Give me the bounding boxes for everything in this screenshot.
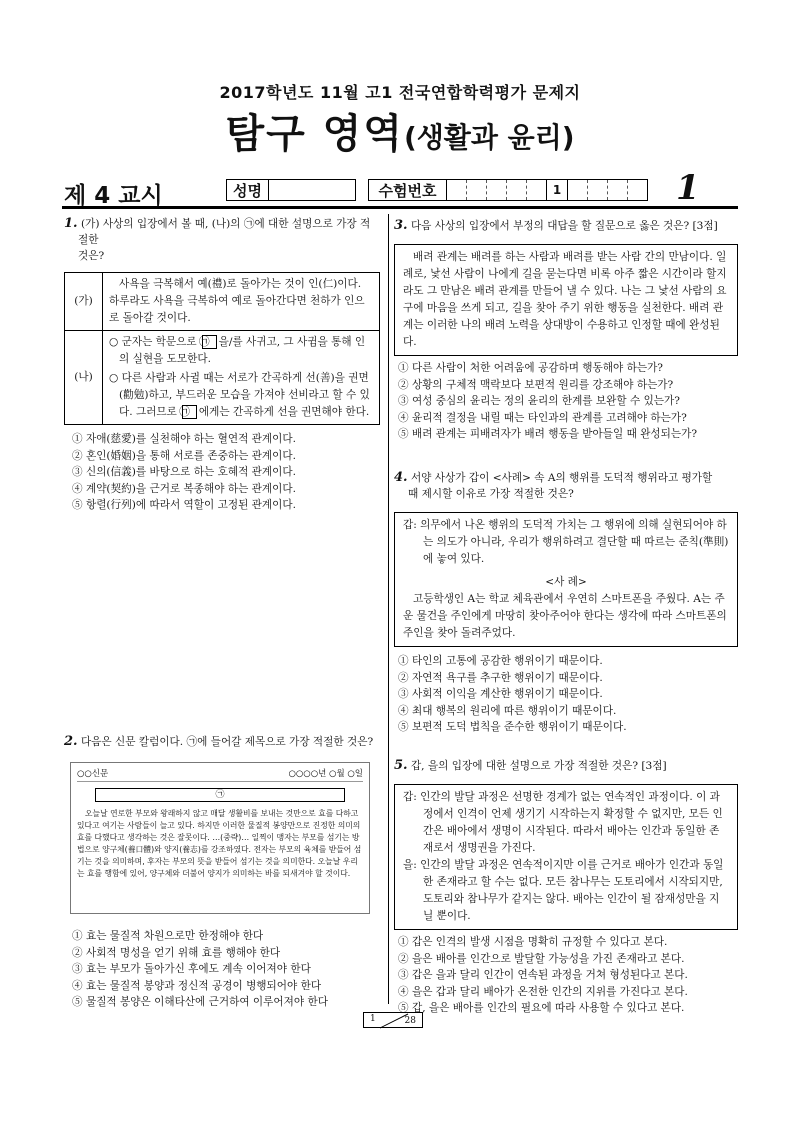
exam-number-cell [447,180,467,200]
exam-number-cell [487,180,507,200]
question-number: 1. [64,216,78,231]
column-title-blank: ㉠ [95,788,345,802]
answer-option[interactable]: ③ 신의(信義)를 바탕으로 하는 호혜적 관계이다. [72,466,296,478]
blank-box: ㉠ [202,335,217,349]
answer-option[interactable]: ① 효는 물질적 차원으로만 한정해야 한다 [72,930,264,942]
thinker-gap-text: 갑: 인간의 발달 과정은 선명한 경계가 없는 연속적인 과정이다. 이 과정에서 인격이 언제 생기기 시작하는지 확정할 수 없지만, 모든 인간은 배아에서 생명이 시작된다. 따라서 배아는 인간과 동일한 존재로서 생명권을 가진다. [403,791,723,854]
blank-box: ㉠ [182,405,197,419]
header-divider [62,206,738,209]
answer-option[interactable]: ① 다른 사람이 처한 어려움에 공감하며 행동해야 하는가? [398,362,663,374]
answer-option[interactable]: ② 자연적 욕구를 추구한 행위이기 때문이다. [398,671,603,684]
passage-label: (나) [65,331,103,425]
exam-number-cell [467,180,487,200]
passage-ga: 사욕을 극복해서 예(禮)로 돌아가는 것이 인(仁)이다. 하루라도 사욕을 극복하여 예로 돌아간다면 천하가 인으로 돌아갈 것이다. [103,273,380,331]
question-number: 3. [394,218,408,233]
exam-number-cell [568,180,588,200]
answer-option[interactable]: ⑤ 보편적 도덕 법칙을 준수한 행위이기 때문이다. [398,721,627,733]
exam-number-cell [628,180,647,200]
answer-option[interactable]: ③ 여성 중심의 윤리는 정의 윤리의 한계를 보완할 수 있는가? [398,395,680,407]
footer-total: 28 [404,1016,416,1026]
answer-options [72,928,382,1011]
newspaper-column [70,762,370,914]
question-stem: 서양 사상가 갑이 <사례> 속 A의 행위를 도덕적 행위라고 평가할 [410,472,713,484]
answer-option[interactable]: ⑤ 항렬(行列)에 따라서 역할이 고정된 관계이다. [72,499,296,511]
passage-box [394,784,738,930]
question-stem: 갑, 을의 입장에 대한 설명으로 가장 적절한 것은? [3점] [410,760,667,772]
question-stem: 다음 사상의 입장에서 부정의 대답을 할 질문으로 옳은 것은? [3점] [410,220,718,232]
exam-title [0,102,800,159]
answer-option[interactable]: ⑤ 갑, 을은 배아를 인간의 필요에 따라 사용할 수 있다고 본다. [398,1002,685,1014]
exam-number-label: 수험번호 [369,180,447,200]
answer-option[interactable]: ④ 계약(契約)을 근거로 복종해야 하는 관계이다. [72,482,296,495]
name-field [226,179,356,201]
passage-text: 에게는 간곡하게 선을 권면해야 한다. [198,406,370,418]
question-number: 5. [394,758,408,773]
case-title: <사 례> [545,576,587,588]
answer-option[interactable]: ② 을은 배아를 인간으로 발달할 가능성을 가진 존재라고 본다. [398,952,685,965]
newspaper-date: ○○○○년 ○월 ○일 [288,769,363,779]
passage-text: 을/를 사귀고, 그 사귐을 통해 인의 실현을 도모한다. [119,336,366,365]
answer-options [64,431,380,514]
answer-options [394,934,738,1017]
question-number: 4. [394,470,408,485]
case-text: 고등학생인 A는 학교 체육관에서 우연히 스마트폰을 주웠다. A는 주운 물건을 주인에게 마땅히 찾아주어야 한다는 생각에 따라 스마트폰의 주인을 찾아 돌려주었다. [403,593,727,639]
answer-option[interactable]: ⑤ 배려 관계는 피배려자가 배려 행동을 받아들일 때 완성되는가? [398,428,698,440]
exam-number-cell [507,180,527,200]
passage-text: ○ 다른 사람과 사귈 때는 서로가 간곡하게 선(善)을 권면(勸勉)하고, 부드러운 모습을 가져야 선비라고 할 수 있다. 그러므로 [109,372,370,418]
answer-option[interactable]: ⑤ 물질적 봉양은 이해타산에 근거하여 이루어져야 한다 [72,996,328,1008]
question-stem: 다음은 신문 칼럼이다. ㉠에 들어갈 제목으로 가장 적절한 것은? [80,736,374,748]
passage-na [103,331,380,425]
passage-text: ○ 군자는 학문으로 [109,336,197,348]
column-text: 오늘날 연로한 부모와 왕래하지 않고 매달 생활비를 보내는 것만으로 효를 다하고 있다고 여기는 사람들이 늘고 있다. 하지만 이러한 물질적 봉양만으로 진정한 의미의 효를 다했다고 생각하는 것은 잘못이다. …(중략)… 일찍이 맹자는 부모를 섬기는 방법으로 양구체(養口體)와 양지(養志)를 강조하였다. 전자는 부모의 육체를 받들어 섬기는 것을 의미하며, 후자는 부모의 뜻을 받들어 섬기는 것을 의미한다. 오늘날 우리는 효를 행함에 있어, 양구체와 더불어 양지가 의미하는 바를 되새겨야 할 것이다. [77,809,362,878]
question-2 [64,734,380,750]
answer-option[interactable]: ② 사회적 명성을 얻기 위해 효를 행해야 한다 [72,946,281,959]
answer-options [394,653,738,736]
exam-number-cell [588,180,608,200]
page-number-large: 1 [676,168,700,208]
passage-label: (가) [65,273,103,331]
answer-option[interactable]: ② 상황의 구체적 맥락보다 보편적 원리를 강조해야 하는가? [398,378,674,391]
question-stem: (가) 사상의 입장에서 볼 때, (나)의 ㉠에 대한 설명으로 가장 적절한 [78,218,371,246]
answer-option[interactable]: ④ 을은 갑과 달리 배아가 온전한 인간의 지위를 가진다고 본다. [398,985,688,998]
question-3 [394,218,738,443]
exam-number-field [368,179,648,201]
question-stem: 때 제시할 이유로 가장 적절한 것은? [408,488,574,500]
passage-box [394,512,738,647]
answer-option[interactable]: ③ 효는 부모가 돌아가신 후에도 계속 이어져야 한다 [72,963,311,975]
answer-option[interactable]: ③ 사회적 이익을 계산한 행위이기 때문이다. [398,688,603,700]
page-footer [363,1012,423,1028]
period-label: 제 4 교시 [64,183,163,209]
column-divider [388,214,389,1004]
answer-option[interactable]: ④ 윤리적 결정을 내릴 때는 타인과의 관계를 고려해야 하는가? [398,411,687,424]
answer-option[interactable]: ① 타인의 고통에 공감한 행위이기 때문이다. [398,655,603,667]
question-1 [64,216,380,514]
answer-option[interactable]: ③ 갑은 을과 달리 인간이 연속된 과정을 거쳐 형성된다고 본다. [398,969,688,981]
answer-options [394,360,738,443]
answer-option[interactable]: ① 갑은 인격의 발생 시점을 명확히 규정할 수 있다고 본다. [398,936,668,948]
newspaper-name: ○○신문 [77,769,109,779]
name-label: 성명 [227,180,269,200]
exam-title-suffix: (생활과 윤리) [403,121,575,154]
footer-page: 1 [370,1014,376,1024]
question-stem: 것은? [78,250,105,262]
exam-title-main: 탐구 영역 [225,111,404,157]
answer-option[interactable]: ④ 최대 행복의 원리에 따른 행위이기 때문이다. [398,704,617,717]
answer-option[interactable]: ② 혼인(婚姻)을 통해 서로를 존중하는 관계이다. [72,449,296,462]
answer-option[interactable]: ① 자애(慈愛)를 실천해야 하는 혈연적 관계이다. [72,433,296,445]
exam-number-digit: 1 [547,180,567,200]
passage-box: 배려 관계는 배려를 하는 사람과 배려를 받는 사람 간의 만남이다. 일례로, 낯선 사람이 나에게 길을 묻는다면 비록 아주 짧은 시간이라 할지라도 그 만남은 배려 관계를 만들어 낼 수 있다. 나는 그 낯선 사람의 요구에 마음을 쓰게 되고, 길을 찾아 주기 위한 행동을 실천한다. 배려 관계는 이러한 나의 배려 노력을 상대방이 수용하고 인정할 때에 완성된다. [394,244,738,356]
answer-option[interactable]: ④ 효는 물질적 봉양과 정신적 공경이 병행되어야 한다 [72,979,322,992]
exam-number-cell [608,180,628,200]
exam-number-cell [527,180,547,200]
question-5 [394,758,738,1017]
passage-table [64,272,380,425]
thinker-gap-text: 갑: 의무에서 나온 행위의 도덕적 가치는 그 행위에 의해 실현되어야 하는 의도가 아니라, 우리가 행위하려고 결단할 때 따르는 준칙(準則)에 놓여 있다. [403,519,729,565]
thinker-eul-text: 을: 인간의 발달 과정은 연속적이지만 이를 근거로 배아가 인간과 동일한 존재라고 할 수는 없다. 모든 참나무는 도토리에서 시작되지만, 도토리와 참나무가 같지는 않다. 배아는 인간이 될 잠재성만을 지닐 뿐이다. [403,859,724,922]
exam-subtitle: 2017학년도 11월 고1 전국연합학력평가 문제지 [219,83,581,102]
question-4 [394,470,738,736]
question-number: 2. [64,734,78,749]
